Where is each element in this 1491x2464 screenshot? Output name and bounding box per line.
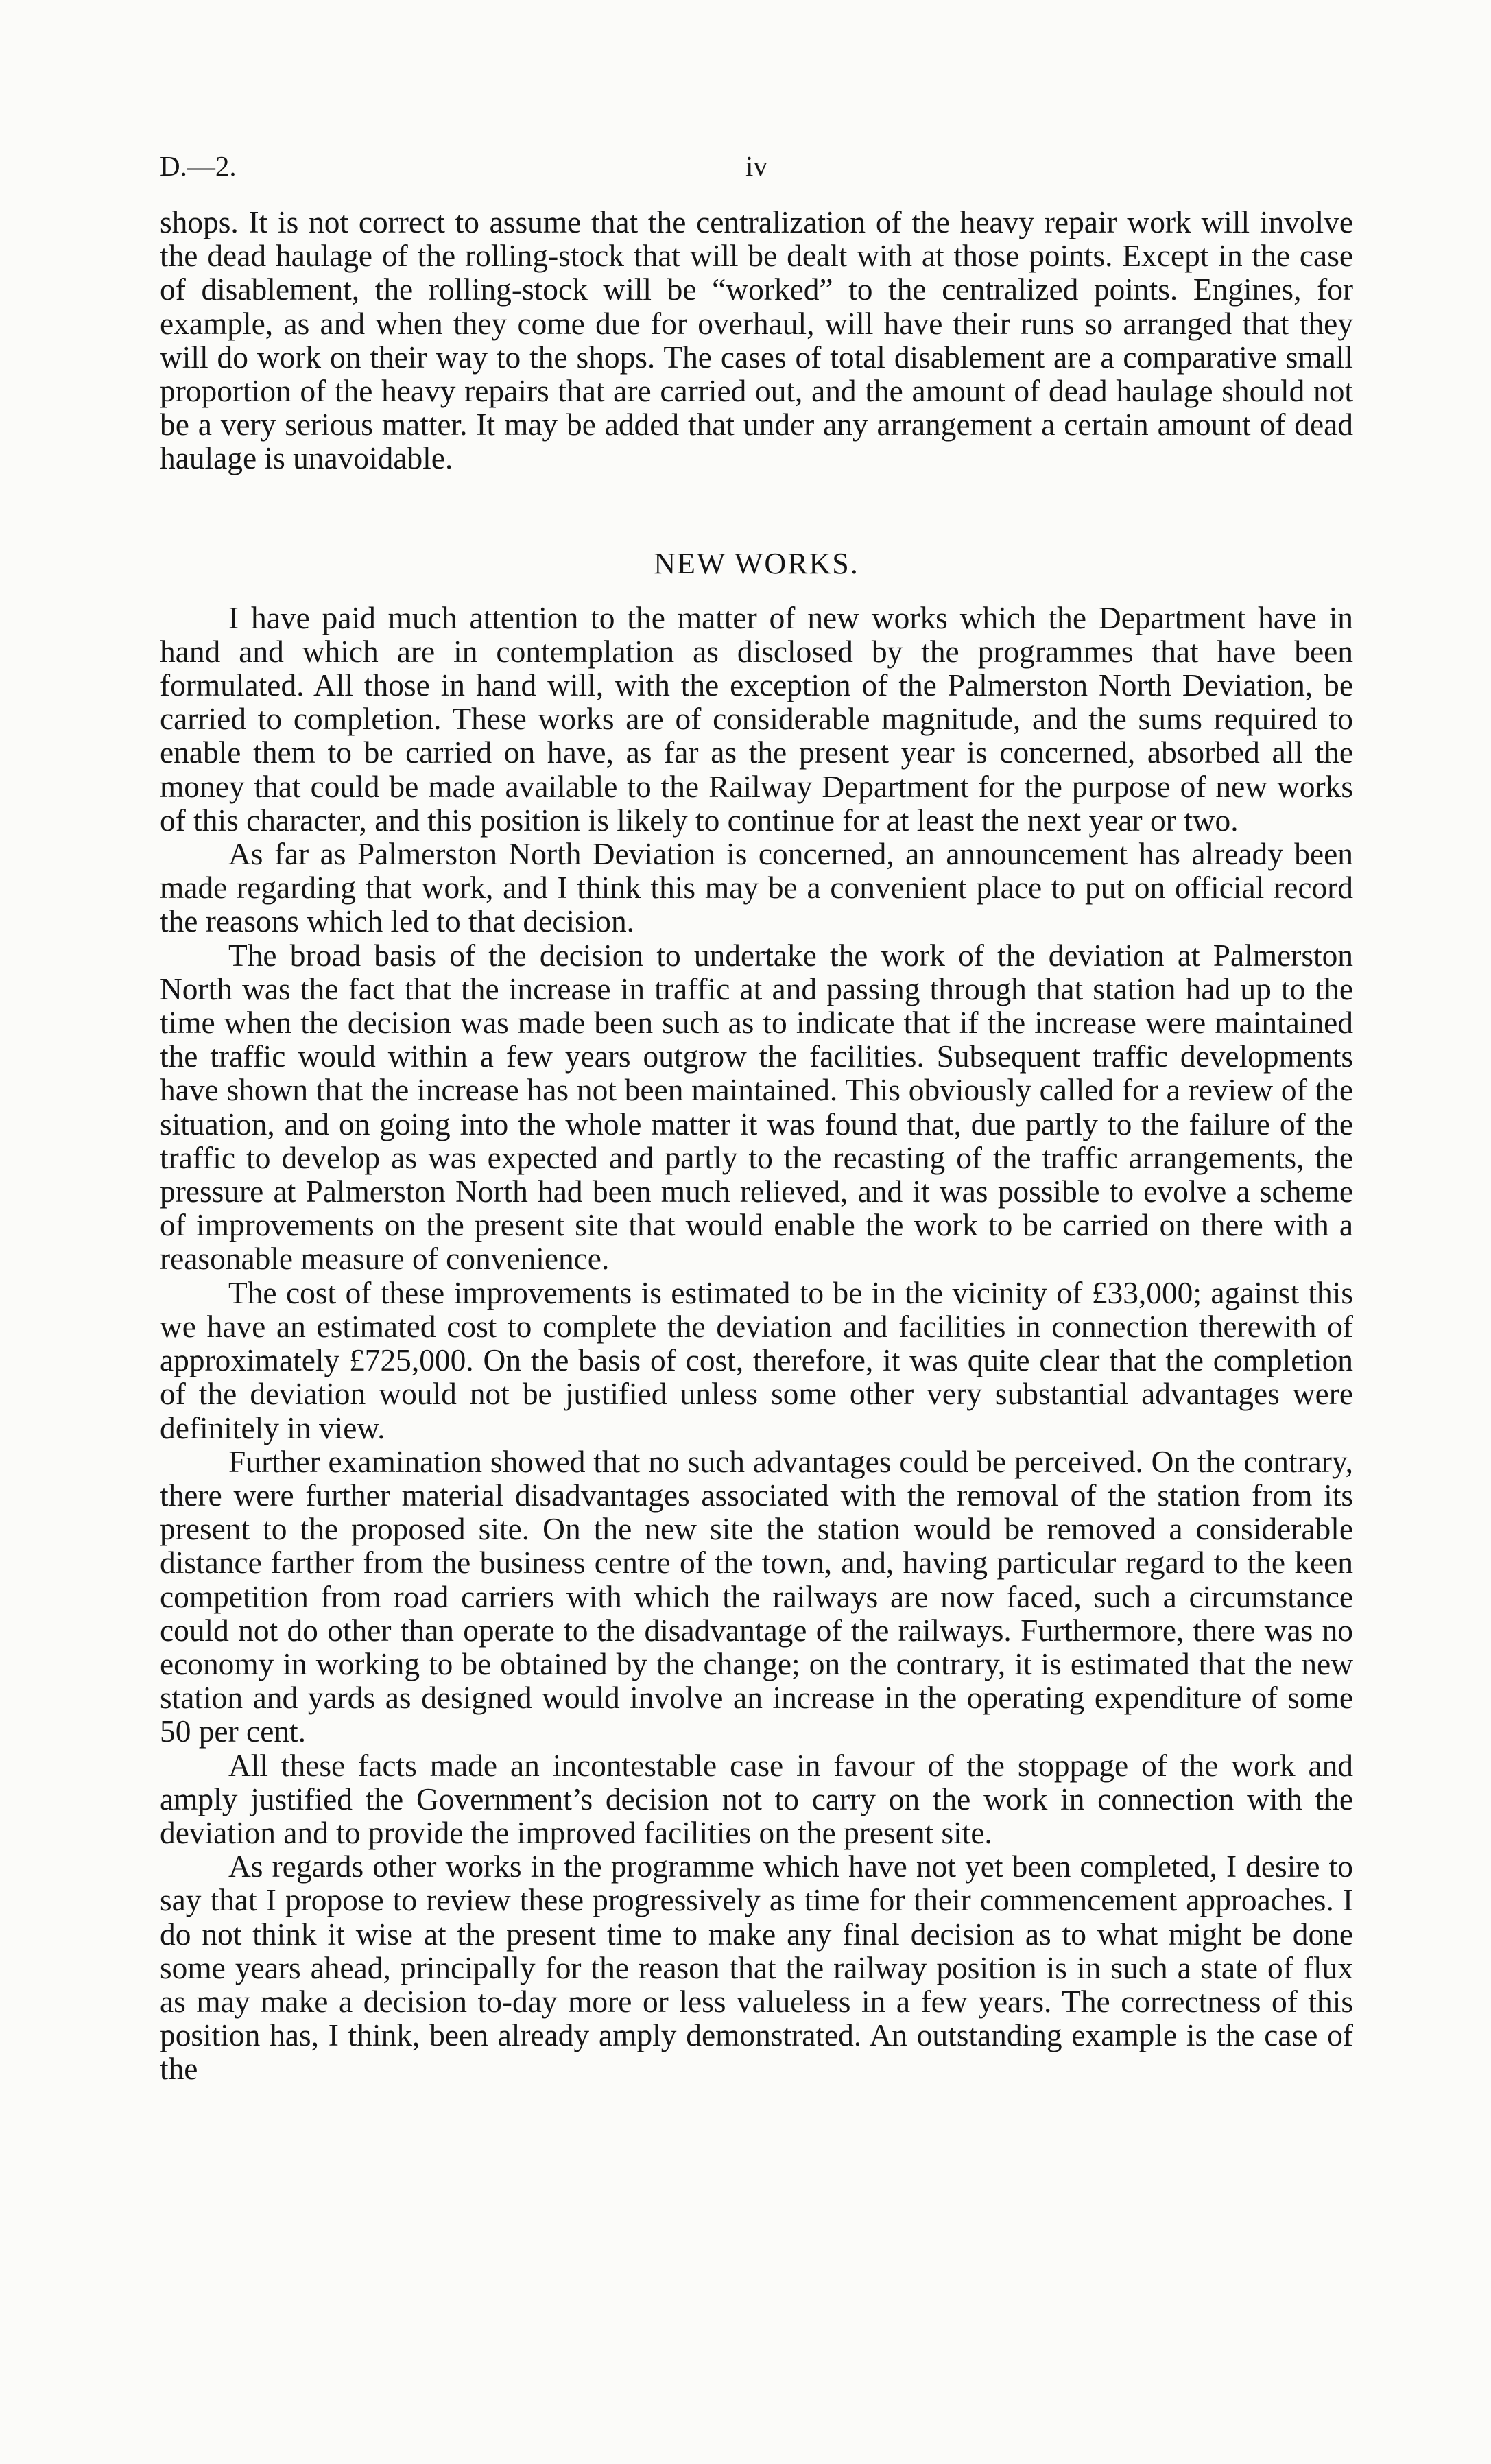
paragraph: As regards other works in the programme which have not yet been completed, I desire to say that I propose to review these progressively as time for their commencement approaches. I do not think it wise at the present time to make any final decision as to what might be done some years ahead, principally for the reason that the railway position is in such a state of flux as may make a decision to-day more or less valueless in a few years. The correctness of this position has, I think, been already amply demonstrated. An outstanding example is the case of the bbox=[160, 1849, 1353, 2087]
paragraph: All these facts made an incontestable case in favour of the stoppage of the work and amply justified the Government’s decision not to carry on the work in connection with the deviation and to provide the improved facilities on the present site. bbox=[160, 1748, 1353, 1850]
paragraph: The cost of these improvements is estimated to be in the vicinity of £33,000; against this we have an estimated cost to complete the deviation and facilities in connection therewith of approximately £725,000. On the basis of cost, therefore, it was quite clear that the completion of the deviation would not be justified unless some other very substantial advantages were definitely in view. bbox=[160, 1275, 1353, 1445]
paragraph-continued: shops. It is not correct to assume that the centralization of the heavy repair work will involve the dead haulage of the rolling-stock that will be dealt with at those points. Except in the case of disablement, the rolling-stock will be “worked” to the centralized points. Engines, for example, as and when they come due for overhaul, will have their runs so arranged that they will do work on their way to the shops. The cases of total disablement are a comparative small proportion of the heavy repairs that are carried out, and the amount of dead haulage should not be a very serious matter. It may be added that under any arrangement a certain amount of dead haulage is unavoidable. bbox=[160, 205, 1353, 476]
document-reference: D.—2. bbox=[160, 150, 237, 182]
page-header bbox=[160, 145, 1353, 187]
paragraph: As far as Palmerston North Deviation is concerned, an announcement has already been made regarding that work, and I think this may be a convenient place to put on official record the reasons which led to that decision. bbox=[160, 837, 1353, 939]
section-heading: NEW WORKS. bbox=[654, 546, 859, 580]
paragraph: Further examination showed that no such advantages could be perceived. On the contrary, there were further material disadvantages associated with the removal of the station from its present to the proposed site. On the new site the station would be removed a considerable distance farther from the business centre of the town, and, having particular regard to the keen competition from road carriers with which the railways are now faced, such a circumstance could not do other than operate to the disadvantage of the railways. Furthermore, there was no economy in working to be obtained by the change; on the contrary, it is estimated that the new station and yards as designed would involve an increase in the operating expenditure of some 50 per cent. bbox=[160, 1444, 1353, 1749]
paragraph: I have paid much attention to the matter of new works which the Department have in hand and which are in contemplation as disclosed by the programmes that have been formulated. All those in hand will, with the exception of the Palmerston North Deviation, be carried to completion. These works are of considerable magnitude, and the sums required to enable them to be carried on have, as far as the present year is concerned, absorbed all the money that could be made available to the Railway Department for the purpose of new works of this character, and this position is likely to continue for at least the next year or two. bbox=[160, 600, 1353, 838]
paragraph: The broad basis of the decision to undertake the work of the deviation at Palmerston North was the fact that the increase in traffic at and passing through that station had up to the time when the decision was made been such as to indicate that if the increase were maintained the traffic would within a few years outgrow the facilities. Subsequent traffic developments have shown that the increase has not been maintained. This obviously called for a review of the situation, and on going into the whole matter it was found that, due partly to the failure of the traffic to develop as was expected and partly to the recasting of the traffic arrangements, the pressure at Palmerston North had been much relieved, and it was possible to evolve a scheme of improvements on the present site that would enable the work to be carried on there with a reasonable measure of convenience. bbox=[160, 938, 1353, 1277]
page-number: iv bbox=[746, 150, 767, 182]
document-body bbox=[160, 206, 1353, 2087]
